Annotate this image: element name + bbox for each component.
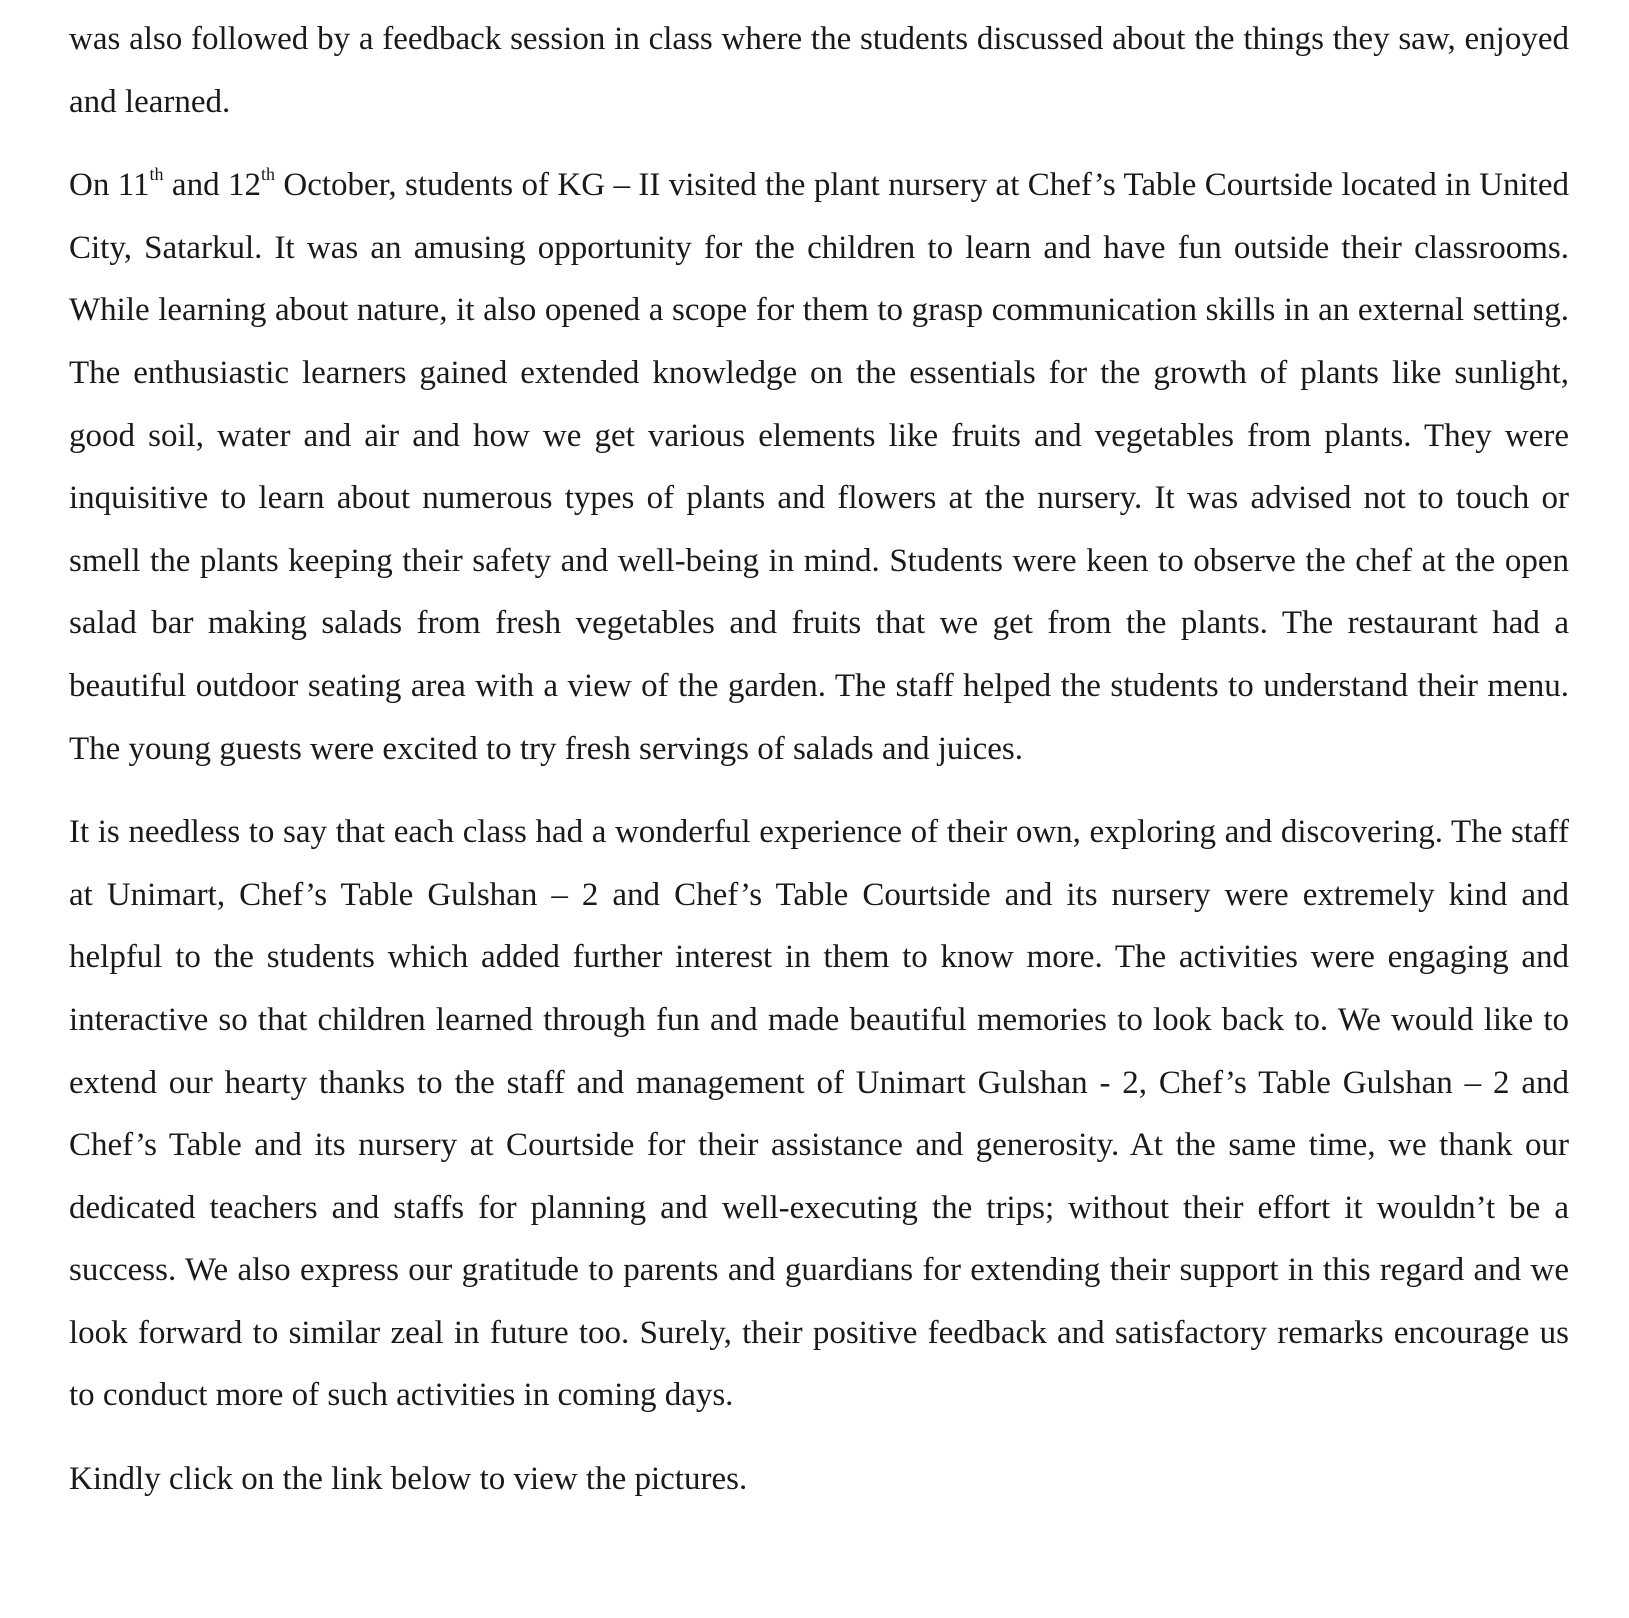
ordinal-suffix-th: th [149,164,164,185]
document-page [69,0,1569,1511]
paragraph-feedback-session: was also followed by a feedback session in class where the students discussed about the things they saw, enjoyed and learned. [69,21,1569,120]
date-day-11: 11 [117,167,150,204]
ordinal-suffix-th: th [260,164,275,185]
paragraph-body-text: October, students of KG – II visited the plant nursery at Chef’s Table Courtside located in United City, Satarkul. It was an amusing opportunity for the children to learn and have fun outside their classrooms. While learning about nature, it also opened a scope for them to grasp communication skills in an external setting. The enthusiastic learners gained extended knowledge on the essentials for the growth of plants like sunlight, good soil, water and air and how we get various elements like fruits and vegetables from plants. They were inquisitive to learn about numerous types of plants and flowers at the nursery. It was advised not to touch or smell the plants keeping their safety and well-being in mind. Students were keen to observe the chef at the open salad bar making salads from fresh vegetables and fruits that we get from the plants. The restaurant had a beautiful outdoor seating area with a view of the garden. The staff helped the students to understand their menu. The young guests were excited to try fresh servings of salads and juices. [69,167,1569,767]
text-and: and [171,167,220,204]
date-day-12: 12 [227,167,261,204]
paragraph-pictures-link-note: Kindly click on the link below to view the pictures. [69,1461,748,1498]
paragraph-thanks: It is needless to say that each class had a wonderful experience of their own, exploring and discovering. The staff at Unimart, Chef’s Table Gulshan – 2 and Chef’s Table Courtside and its nursery were extremely kind and helpful to the students which added further interest in them to know more. The activities were engaging and interactive so that children learned through fun and made beautiful memories to look back to. We would like to extend our hearty thanks to the staff and management of Unimart Gulshan - 2, Chef’s Table Gulshan – 2 and Chef’s Table and its nursery at Courtside for their assistance and generosity. At the same time, we thank our dedicated teachers and staffs for planning and well-executing the trips; without their effort it wouldn’t be a success. We also express our gratitude to parents and guardians for extending their support in this regard and we look forward to similar zeal in future too. Surely, their positive feedback and satisfactory remarks encourage us to conduct more of such activities in coming days. [69,814,1569,1414]
paragraph-kg-ii-nursery-visit [69,154,1569,780]
text-on: On [69,167,110,204]
